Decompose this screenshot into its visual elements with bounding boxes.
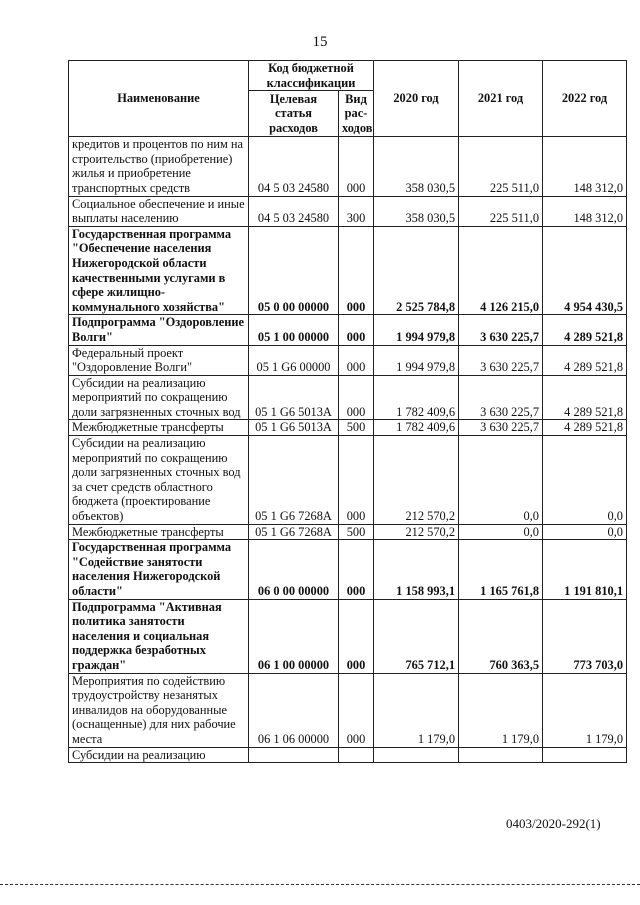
cell-type: 000 [339,137,374,196]
cell-target: 06 1 00 00000 [249,599,339,673]
cell-name: Подпрограмма "Оздоровление Волги" [69,315,249,345]
cell-y2022: 4 289 521,8 [543,375,627,420]
cell-name: Государственная программа "Обеспечение населения Нижегородской области качественными услугами в сфере жилищно-коммунального хозяйства" [69,226,249,315]
header-2022: 2022 год [543,61,627,137]
header-name: Наименование [69,61,249,137]
table-row [69,599,627,673]
cell-y2021: 760 363,5 [459,599,543,673]
cell-target [249,747,339,763]
cell-y2021: 3 630 225,7 [459,375,543,420]
table-row [69,315,627,345]
cell-name: Социальное обеспечение и иные выплаты населению [69,196,249,226]
table-row [69,673,627,747]
cell-name: Субсидии на реализацию [69,747,249,763]
cell-y2020: 1 782 409,6 [374,375,459,420]
cell-type: 000 [339,226,374,315]
cell-name: Мероприятия по содействию трудоустройству незанятых инвалидов на оборудованные (оснащенные) для них рабочие места [69,673,249,747]
cell-name: Субсидии на реализацию мероприятий по сокращению доли загрязненных сточных вод [69,375,249,420]
cell-y2022: 148 312,0 [543,137,627,196]
cell-y2022: 773 703,0 [543,599,627,673]
cell-type: 500 [339,420,374,436]
cell-name: Субсидии на реализацию мероприятий по сокращению доли загрязненных сточных вод за счет средств областного бюджета (проектирование объектов) [69,436,249,525]
cell-y2020: 212 570,2 [374,524,459,540]
cell-y2021: 1 165 761,8 [459,540,543,599]
header-2021: 2021 год [459,61,543,137]
cell-type: 500 [339,524,374,540]
cell-y2022: 4 289 521,8 [543,345,627,375]
cell-y2020: 765 712,1 [374,599,459,673]
cell-target: 05 0 00 00000 [249,226,339,315]
table-row [69,196,627,226]
cell-y2022: 4 289 521,8 [543,315,627,345]
cell-y2020: 1 782 409,6 [374,420,459,436]
cell-type: 000 [339,345,374,375]
cell-y2022: 4 954 430,5 [543,226,627,315]
header-2020: 2020 год [374,61,459,137]
cell-y2020: 1 158 993,1 [374,540,459,599]
cell-name: Государственная программа "Содействие занятости населения Нижегородской области" [69,540,249,599]
header-code-group: Код бюджетной классификации [249,61,374,91]
cell-y2020: 1 994 979,8 [374,345,459,375]
cell-target: 06 1 06 00000 [249,673,339,747]
cell-y2021: 1 179,0 [459,673,543,747]
cell-type: 000 [339,540,374,599]
cell-target: 04 5 03 24580 [249,137,339,196]
cell-name: Межбюджетные трансферты [69,524,249,540]
cell-name: Межбюджетные трансферты [69,420,249,436]
cell-y2020: 1 994 979,8 [374,315,459,345]
cell-y2021 [459,747,543,763]
header-target: Целевая статья расходов [249,91,339,137]
table-row [69,226,627,315]
cell-target: 05 1 G6 5013A [249,375,339,420]
page-bottom-divider [0,884,640,885]
cell-y2021: 4 126 215,0 [459,226,543,315]
cell-y2020: 358 030,5 [374,196,459,226]
cell-name: Подпрограмма "Активная политика занятости населения и социальная поддержка безработных граждан" [69,599,249,673]
cell-y2020: 1 179,0 [374,673,459,747]
cell-name: Федеральный проект "Оздоровление Волги" [69,345,249,375]
budget-table [68,60,627,763]
cell-y2022: 0,0 [543,436,627,525]
table-row [69,345,627,375]
header-type: Вид рас-ходов [339,91,374,137]
cell-y2020: 358 030,5 [374,137,459,196]
table-body [69,137,627,763]
cell-y2020: 212 570,2 [374,436,459,525]
table-row [69,137,627,196]
cell-y2020 [374,747,459,763]
cell-y2021: 225 511,0 [459,137,543,196]
cell-type: 000 [339,599,374,673]
table-row [69,524,627,540]
cell-target: 05 1 00 00000 [249,315,339,345]
cell-target: 06 0 00 00000 [249,540,339,599]
cell-target: 05 1 G6 7268A [249,436,339,525]
cell-y2021: 3 630 225,7 [459,420,543,436]
cell-y2021: 225 511,0 [459,196,543,226]
cell-y2022 [543,747,627,763]
cell-y2021: 3 630 225,7 [459,315,543,345]
cell-target: 05 1 G6 00000 [249,345,339,375]
cell-y2022: 4 289 521,8 [543,420,627,436]
cell-type: 000 [339,315,374,345]
cell-name: кредитов и процентов по ним на строительство (приобретение) жилья и приобретение транспортных средств [69,137,249,196]
table-row [69,747,627,763]
cell-y2022: 0,0 [543,524,627,540]
cell-target: 05 1 G6 7268A [249,524,339,540]
table-row [69,420,627,436]
cell-type [339,747,374,763]
page-number: 15 [312,34,328,50]
table-row [69,540,627,599]
document-code: 0403/2020-292(1) [506,816,601,831]
cell-y2020: 2 525 784,8 [374,226,459,315]
cell-type: 000 [339,673,374,747]
cell-type: 000 [339,375,374,420]
cell-y2022: 1 191 810,1 [543,540,627,599]
cell-y2022: 148 312,0 [543,196,627,226]
table-row [69,436,627,525]
cell-y2021: 3 630 225,7 [459,345,543,375]
cell-target: 04 5 03 24580 [249,196,339,226]
cell-y2021: 0,0 [459,524,543,540]
cell-y2022: 1 179,0 [543,673,627,747]
cell-type: 000 [339,436,374,525]
table-row [69,375,627,420]
cell-y2021: 0,0 [459,436,543,525]
cell-target: 05 1 G6 5013A [249,420,339,436]
cell-type: 300 [339,196,374,226]
